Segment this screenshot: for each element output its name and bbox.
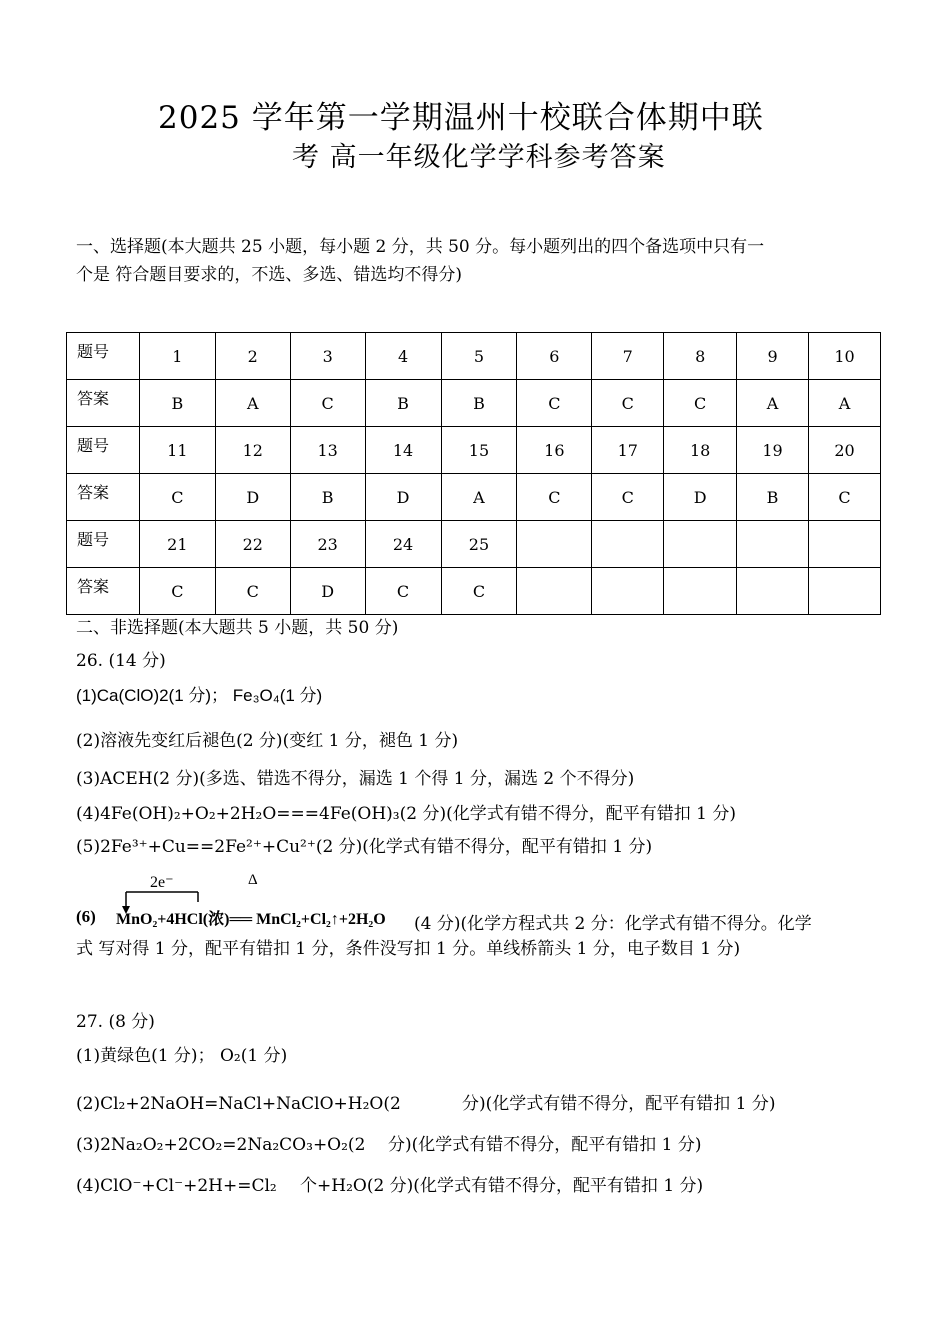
table-cell: B bbox=[441, 380, 517, 427]
table-cell: 21 bbox=[139, 521, 215, 568]
q26-answer-1: (1)Ca(ClO)2(1 分)； Fe₃O₄(1 分) bbox=[76, 686, 323, 705]
table-cell bbox=[737, 521, 809, 568]
q27-header: 27. (8 分) bbox=[76, 1012, 155, 1032]
table-cell: 14 bbox=[365, 427, 441, 474]
table-cell: D bbox=[365, 474, 441, 521]
section1-heading-line1: 一、选择题(本大题共 25 小题，每小题 2 分，共 50 分。每小题列出的四个备选项中只有一 bbox=[76, 237, 765, 257]
table-cell: C bbox=[139, 568, 215, 615]
table-cell: 22 bbox=[215, 521, 290, 568]
table-cell bbox=[664, 521, 737, 568]
doc-title-line2: 考 高一年级化学学科参考答案 bbox=[292, 142, 666, 173]
table-cell bbox=[592, 568, 664, 615]
table-cell: 4 bbox=[365, 333, 441, 380]
table-cell: 23 bbox=[290, 521, 365, 568]
q27-answer-2-formula: (2)Cl₂+2NaOH=NaCl+NaClO+H₂O(2 bbox=[76, 1094, 401, 1114]
heat-condition-label: Δ bbox=[248, 872, 258, 888]
table-cell: 10 bbox=[809, 333, 881, 380]
table-cell: 24 bbox=[365, 521, 441, 568]
table-cell: C bbox=[809, 474, 881, 521]
table-cell: B bbox=[365, 380, 441, 427]
table-cell: 9 bbox=[737, 333, 809, 380]
table-cell bbox=[809, 521, 881, 568]
q26-answer-6-note-line2: 式 写对得 1 分，配平有错扣 1 分，条件没写扣 1 分。单线桥箭头 1 分，电子数目 1 分) bbox=[76, 939, 741, 959]
row-header-cell: 题号 bbox=[67, 427, 140, 474]
table-cell: A bbox=[215, 380, 290, 427]
table-cell: 12 bbox=[215, 427, 290, 474]
table-cell: 13 bbox=[290, 427, 365, 474]
table-cell bbox=[517, 521, 592, 568]
table-cell: 19 bbox=[737, 427, 809, 474]
table-cell: B bbox=[139, 380, 215, 427]
q27-answer-3-note: 分)(化学式有错不得分，配平有错扣 1 分) bbox=[388, 1135, 702, 1155]
table-cell: C bbox=[664, 380, 737, 427]
q27-answer-2-note: 分)(化学式有错不得分，配平有错扣 1 分) bbox=[462, 1094, 776, 1114]
q27-answer-1: (1)黄绿色(1 分)； O₂(1 分) bbox=[76, 1046, 288, 1066]
q26-answer-5: (5)2Fe³⁺+Cu==2Fe²⁺+Cu²⁺(2 分)(化学式有错不得分，配平有错扣 1 分) bbox=[76, 837, 653, 857]
table-cell: D bbox=[664, 474, 737, 521]
section1-heading-line2: 个是 符合题目要求的，不选、多选、错选均不得分) bbox=[76, 265, 463, 285]
table-row bbox=[67, 333, 881, 380]
table-cell: 11 bbox=[139, 427, 215, 474]
table-cell: 8 bbox=[664, 333, 737, 380]
table-cell: C bbox=[517, 380, 592, 427]
table-cell: C bbox=[592, 474, 664, 521]
table-cell: 20 bbox=[809, 427, 881, 474]
table-cell: B bbox=[737, 474, 809, 521]
table-cell: B bbox=[290, 474, 365, 521]
q27-answer-4-note: 个+H₂O(2 分)(化学式有错不得分，配平有错扣 1 分) bbox=[300, 1176, 704, 1196]
doc-title-line1: 2025 学年第一学期温州十校联合体期中联 bbox=[158, 100, 764, 136]
table-row bbox=[67, 380, 881, 427]
row-header-cell: 题号 bbox=[67, 333, 140, 380]
table-cell: 6 bbox=[517, 333, 592, 380]
table-cell: A bbox=[737, 380, 809, 427]
table-row bbox=[67, 568, 881, 615]
table-cell: 1 bbox=[139, 333, 215, 380]
table-cell: 25 bbox=[441, 521, 517, 568]
q26-answer-6-label: (6) bbox=[76, 907, 96, 926]
q26-header: 26. (14 分) bbox=[76, 651, 166, 671]
equation-text: MnO₂+4HCl(浓)══ MnCl₂+Cl₂↑+2H₂O bbox=[116, 911, 386, 928]
table-cell: 3 bbox=[290, 333, 365, 380]
table-cell: C bbox=[517, 474, 592, 521]
table-cell: 15 bbox=[441, 427, 517, 474]
table-cell: C bbox=[215, 568, 290, 615]
table-cell: 2 bbox=[215, 333, 290, 380]
answer-table bbox=[66, 332, 881, 615]
q26-answer-6-note-line1: (4 分)(化学方程式共 2 分：化学式有错不得分。化学 bbox=[414, 914, 812, 934]
row-header-cell: 答案 bbox=[67, 380, 140, 427]
table-cell: 18 bbox=[664, 427, 737, 474]
table-cell: C bbox=[365, 568, 441, 615]
table-cell: C bbox=[592, 380, 664, 427]
table-row bbox=[67, 521, 881, 568]
table-cell bbox=[592, 521, 664, 568]
row-header-cell: 答案 bbox=[67, 568, 140, 615]
q26-answer-2: (2)溶液先变红后褪色(2 分)(变红 1 分，褪色 1 分) bbox=[76, 731, 459, 751]
q26-answer-4: (4)4Fe(OH)₂+O₂+2H₂O===4Fe(OH)₃(2 分)(化学式有错不得分，配平有错扣 1 分) bbox=[76, 804, 736, 824]
q27-answer-3-formula: (3)2Na₂O₂+2CO₂=2Na₂CO₃+O₂(2 bbox=[76, 1135, 366, 1155]
row-header-cell: 答案 bbox=[67, 474, 140, 521]
table-cell: C bbox=[290, 380, 365, 427]
q27-answer-4-formula: (4)ClO⁻+Cl⁻+2H+=Cl₂ bbox=[76, 1176, 277, 1196]
table-cell bbox=[737, 568, 809, 615]
table-cell: 17 bbox=[592, 427, 664, 474]
redox-equation bbox=[112, 872, 412, 932]
table-cell bbox=[517, 568, 592, 615]
table-cell: D bbox=[290, 568, 365, 615]
table-row bbox=[67, 474, 881, 521]
q26-answer-3: (3)ACEH(2 分)(多选、错选不得分，漏选 1 个得 1 分，漏选 2 个不得分) bbox=[76, 769, 635, 789]
table-cell bbox=[664, 568, 737, 615]
table-cell: C bbox=[139, 474, 215, 521]
electron-transfer-label: 2e⁻ bbox=[150, 874, 174, 891]
table-cell: A bbox=[441, 474, 517, 521]
table-cell bbox=[809, 568, 881, 615]
section2-heading: 二、非选择题(本大题共 5 小题，共 50 分) bbox=[76, 618, 399, 638]
table-cell: D bbox=[215, 474, 290, 521]
table-cell: C bbox=[441, 568, 517, 615]
table-cell: A bbox=[809, 380, 881, 427]
row-header-cell: 题号 bbox=[67, 521, 140, 568]
table-cell: 16 bbox=[517, 427, 592, 474]
table-cell: 7 bbox=[592, 333, 664, 380]
table-row bbox=[67, 427, 881, 474]
table-cell: 5 bbox=[441, 333, 517, 380]
